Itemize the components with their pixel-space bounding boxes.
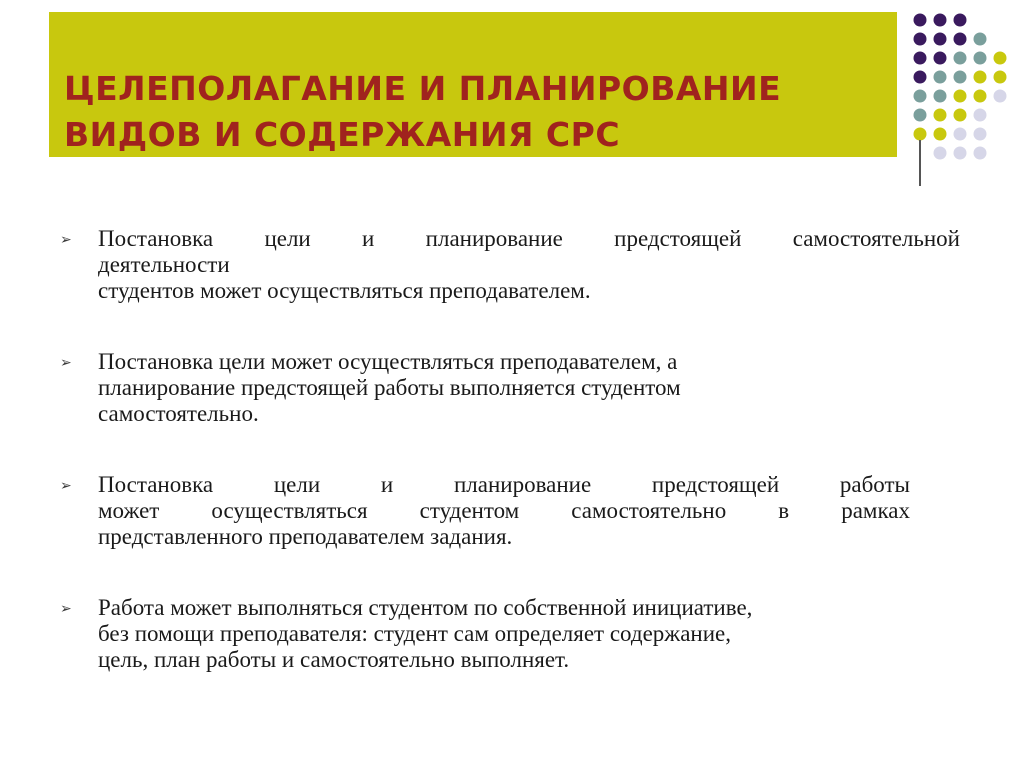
dot bbox=[954, 14, 967, 27]
chevron-right-icon: ➢ bbox=[60, 478, 72, 494]
slide-title-line-2: ВИДОВ И СОДЕРЖАНИЯ СРС bbox=[64, 115, 621, 154]
bullet-line: Постановка цели и планирование предстоящей работы bbox=[98, 472, 910, 497]
dot bbox=[914, 109, 927, 122]
dot bbox=[994, 52, 1007, 65]
dot bbox=[934, 14, 947, 27]
dot bbox=[914, 128, 927, 141]
bullet-line: цель, план работы и самостоятельно выполняет. bbox=[98, 647, 570, 672]
dot bbox=[954, 90, 967, 103]
dot bbox=[974, 147, 987, 160]
bullet-line: Постановка цели может осуществляться преподавателем, а bbox=[98, 349, 678, 374]
dot bbox=[934, 147, 947, 160]
dot bbox=[934, 128, 947, 141]
dot bbox=[954, 147, 967, 160]
dot bbox=[954, 52, 967, 65]
dot bbox=[974, 52, 987, 65]
dot bbox=[934, 109, 947, 122]
dot bbox=[954, 33, 967, 46]
bullet-line: Работа может выполняться студентом по собственной инициативе, bbox=[98, 595, 753, 620]
vertical-divider bbox=[919, 140, 921, 186]
bullet-line: представленного преподавателем задания. bbox=[98, 524, 513, 549]
dot bbox=[974, 109, 987, 122]
bullet-line: студентов может осуществляться преподавателем. bbox=[98, 278, 591, 303]
chevron-right-icon: ➢ bbox=[60, 601, 72, 617]
dot bbox=[974, 90, 987, 103]
dot bbox=[974, 71, 987, 84]
dot bbox=[914, 71, 927, 84]
bullet-item-1 bbox=[60, 226, 960, 304]
dot bbox=[914, 33, 927, 46]
bullet-list bbox=[60, 226, 960, 718]
dot bbox=[934, 52, 947, 65]
chevron-right-icon: ➢ bbox=[60, 232, 72, 248]
dot bbox=[914, 14, 927, 27]
chevron-right-icon: ➢ bbox=[60, 355, 72, 371]
dot bbox=[914, 52, 927, 65]
dot bbox=[954, 128, 967, 141]
bullet-item-2 bbox=[60, 349, 960, 427]
dot bbox=[994, 90, 1007, 103]
dot bbox=[914, 90, 927, 103]
dot bbox=[954, 109, 967, 122]
bullet-line: может осуществляться студентом самостоятельно в рамках bbox=[98, 498, 910, 523]
dot bbox=[934, 33, 947, 46]
bullet-line: деятельности bbox=[98, 252, 230, 277]
dot bbox=[994, 71, 1007, 84]
bullet-line: без помощи преподавателя: студент сам определяет содержание, bbox=[98, 621, 731, 646]
dot bbox=[974, 33, 987, 46]
dot bbox=[934, 90, 947, 103]
bullet-line: планирование предстоящей работы выполняется студентом bbox=[98, 375, 681, 400]
dot bbox=[974, 128, 987, 141]
decorative-dot-grid bbox=[0, 0, 1024, 200]
bullet-item-3 bbox=[60, 472, 910, 550]
bullet-line: самостоятельно. bbox=[98, 401, 259, 426]
bullet-item-4 bbox=[60, 595, 960, 673]
bullet-line: Постановка цели и планирование предстоящей самостоятельной bbox=[98, 226, 960, 251]
dot bbox=[954, 71, 967, 84]
dot bbox=[934, 71, 947, 84]
slide-title-line-1: ЦЕЛЕПОЛАГАНИЕ И ПЛАНИРОВАНИЕ bbox=[64, 69, 782, 108]
